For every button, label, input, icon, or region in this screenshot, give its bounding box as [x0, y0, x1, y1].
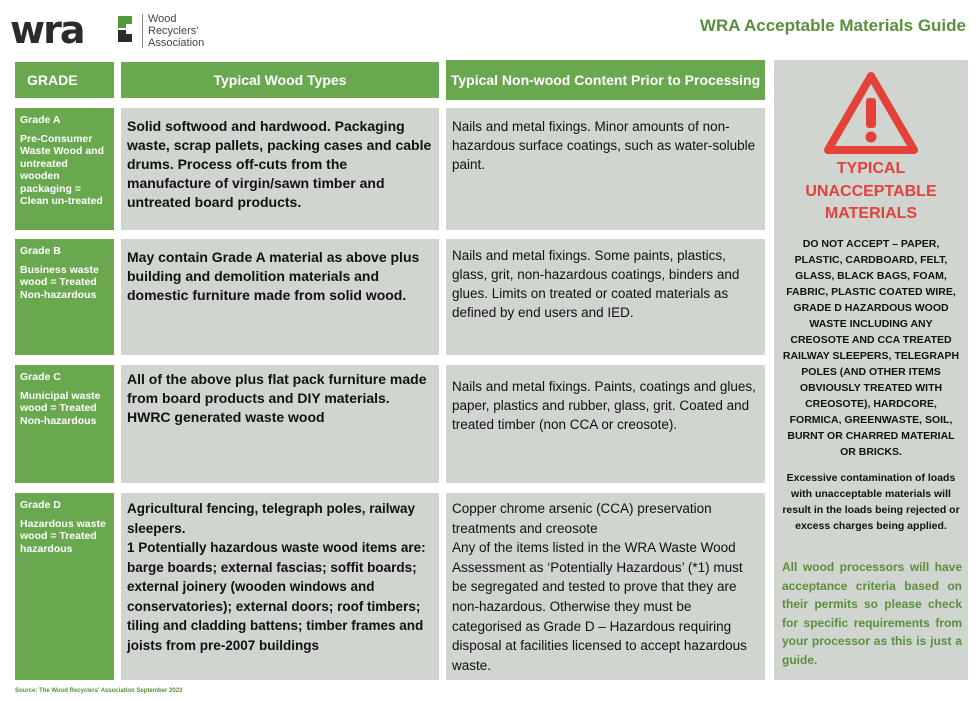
column-header-wood-types: Typical Wood Types	[121, 62, 439, 98]
grade-a-wood-types: Solid softwood and hardwood. Packaging waste, scrap pallets, packing cases and cable drums. Process off-cuts from the manufacture of virgin/sawn timber and untreated board products.	[121, 108, 439, 230]
grade-name: Grade C	[20, 371, 61, 383]
wra-logo	[10, 8, 210, 52]
logo-wordmark: wra	[10, 8, 84, 52]
grade-d-nonwood-content	[446, 493, 765, 680]
column-header-grade: GRADE	[15, 62, 114, 98]
logo-association-name	[148, 13, 204, 49]
logo-divider	[142, 14, 143, 48]
warning-triangle-icon	[822, 70, 920, 156]
grade-c-wood-types	[121, 365, 439, 483]
wood-types-text: HWRC generated waste wood	[127, 409, 325, 425]
recycle-arrow-icon	[114, 14, 136, 44]
contamination-warning: Excessive contamination of loads with unacceptable materials will result in the loads being rejected or excess charges being applied.	[782, 472, 960, 532]
grade-b-nonwood-content: Nails and metal fixings. Some paints, plastics, glass, grit, non-hazardous coatings, binders and glues. Limits on treated or coated materials as defined by end users and IED.	[446, 239, 765, 355]
nonwood-text: Copper chrome arsenic (CCA) preservation treatments and creosote	[452, 501, 712, 536]
unacceptable-materials-list: DO NOT ACCEPT – PAPER, PLASTIC, CARDBOARD, FELT, GLASS, BLACK BAGS, FOAM, FABRIC, PLASTIC COATED WIRE, GRADE D HAZARDOUS WOOD WASTE INCLUDING ANY CREOSOTE AND CCA TREATED RAILWAY SLEEPERS, TELEGRAPH POLES (AND OTHER ITEMS OBVIOUSLY TREATED WITH CREOSOTE), HARDCORE, FORMICA, GREENWASTE, SOIL, BURNT OR CHARRED MATERIAL OR BRICKS.	[782, 238, 960, 458]
grade-d-cell	[15, 493, 114, 680]
logo-line-2: Recyclers'	[148, 25, 199, 37]
grade-name: Grade B	[20, 245, 61, 257]
processor-note: All wood processors will have acceptance criteria based on their permits so please check for specific requirements from your processor as this is just a guide.	[782, 560, 962, 667]
wood-types-text: All of the above plus flat pack furniture made from board products and DIY materials.	[127, 371, 427, 406]
grade-description: Pre-Consumer Waste Wood and untreated wooden packaging = Clean un-treated	[20, 132, 104, 207]
page-title: WRA Acceptable Materials Guide	[699, 16, 966, 35]
wood-types-text: 1 Potentially hazardous waste wood items are: barge boards; external fascias; soffit boards; external joinery (wooden windows and conservatories); external doors; roof timbers; tiling and cladding battens; timber frames and joists from pre-2007 buildings	[127, 540, 426, 653]
grade-a-nonwood-content: Nails and metal fixings. Minor amounts of non-hazardous surface coatings, such as water-soluble paint.	[446, 108, 765, 230]
grade-b-cell	[15, 239, 114, 355]
unacceptable-materials-panel	[774, 60, 968, 680]
nonwood-text: Any of the items listed in the WRA Waste Wood Assessment as ‘Potentially Hazardous’ (*1) must be segregated and tested to prove that they are non-hazardous. Otherwise they must be categorised as Grade D – Hazardous requiring disposal at facilities licensed to accept hazardous waste.	[452, 540, 747, 673]
grade-description: Hazardous waste wood = Treated hazardous	[20, 517, 106, 555]
grade-b-wood-types: May contain Grade A material as above plus building and demolition materials and domestic furniture made from solid wood.	[121, 239, 439, 355]
logo-line-3: Association	[148, 37, 205, 49]
grade-name: Grade D	[20, 499, 61, 511]
column-header-nonwood-content: Typical Non-wood Content Prior to Processing	[446, 60, 765, 100]
unacceptable-materials-title: TYPICAL UNACCEPTABLE MATERIALS	[805, 160, 937, 222]
grade-a-cell	[15, 108, 114, 230]
logo-line-1: Wood	[148, 13, 177, 25]
grade-description: Municipal waste wood = Treated Non-hazardous	[20, 389, 101, 427]
grade-c-nonwood-content: Nails and metal fixings. Paints, coatings and glues, paper, plastics and rubber, glass, grit. Coated and treated timber (non CCA or creosote).	[446, 365, 765, 483]
wood-types-text: Agricultural fencing, telegraph poles, railway sleepers.	[127, 501, 416, 536]
source-footnote: Source: The Wood Recyclers’ Association September 2023	[15, 688, 183, 694]
grade-d-wood-types	[121, 493, 439, 680]
grade-name: Grade A	[20, 114, 61, 126]
grade-c-cell	[15, 365, 114, 483]
grade-description: Business waste wood = Treated Non-hazardous	[20, 263, 99, 301]
